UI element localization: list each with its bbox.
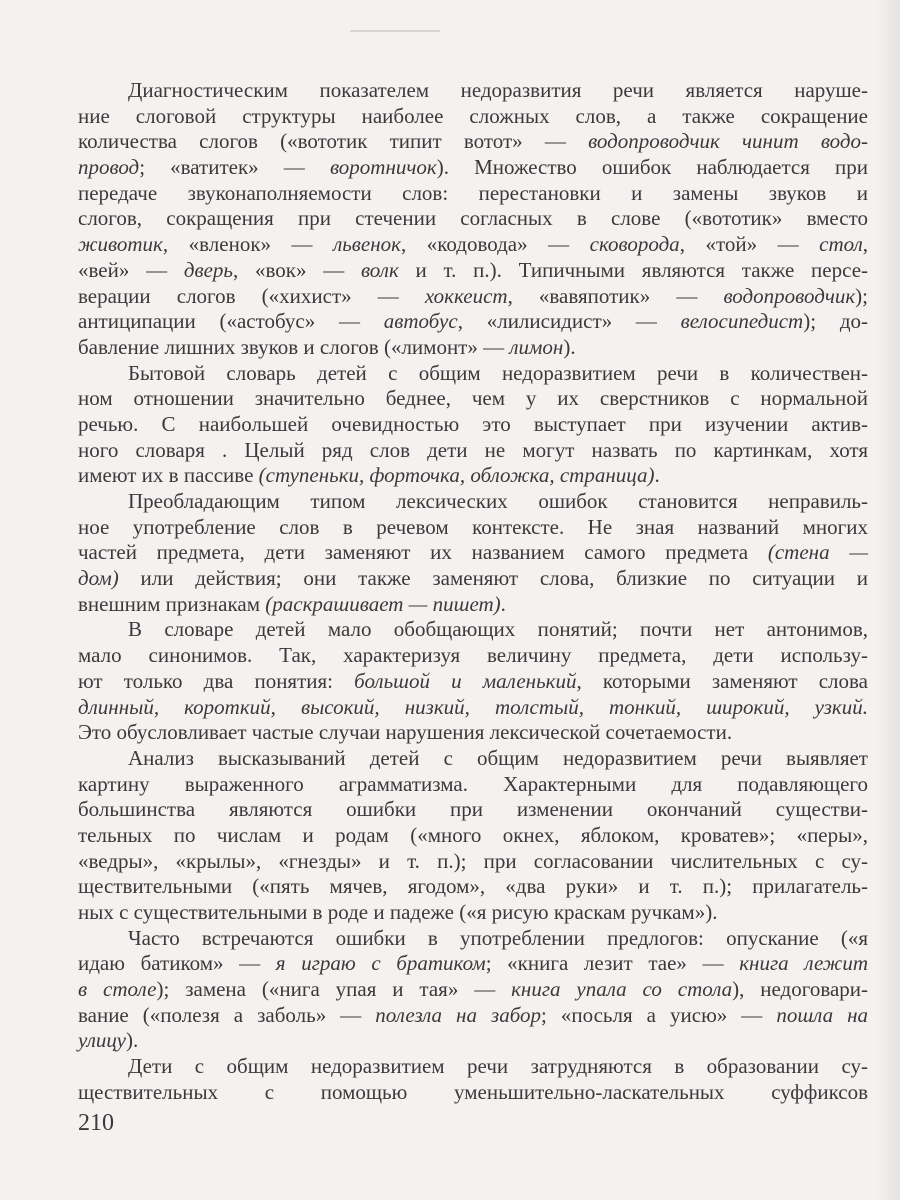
text: , «вок» — <box>232 257 361 282</box>
text: передаче звуконаполняемости слов: перестановки и замены звуков и <box>78 180 868 205</box>
text: Часто встречаются ошибки в употреблении предлогов: опускание («я <box>128 925 868 950</box>
text: верации слогов («хихист» — <box>78 283 425 308</box>
page-number: 210 <box>78 1110 114 1136</box>
text-line <box>78 617 868 643</box>
text: В словаре детей мало обобщающих понятий; почти нет антонимов, <box>128 617 868 642</box>
text-line <box>78 412 868 438</box>
text: картину выраженного аграмматизма. Характерными для подавляющего <box>78 771 868 796</box>
paragraph <box>78 361 868 489</box>
italic-text: стол <box>819 232 863 257</box>
italic-text: воротничок <box>329 155 437 180</box>
italic-text: велосипедист <box>680 309 804 334</box>
text-line <box>78 643 868 669</box>
text-line <box>78 129 868 155</box>
text: внешним признакам <box>78 591 266 616</box>
text: ; «посьля а уисю» — <box>540 1002 777 1027</box>
italic-text: длинный, короткий, высокий, низкий, толстый, тонкий, широкий, узкий. <box>78 694 868 719</box>
italic-text: большой и маленький <box>354 668 577 693</box>
italic-text: (раскрашивает — пишет) <box>265 591 501 616</box>
italic-text: (стена — <box>767 540 868 565</box>
italic-text: полезла на забор <box>375 1002 541 1027</box>
paragraph <box>78 746 868 926</box>
italic-text: водопроводчик чинит водо- <box>588 129 868 154</box>
text-line <box>78 155 868 181</box>
text: ; «ватитек» — <box>139 155 330 180</box>
text: ное употребление слов в речевом контексте. Не зная названий многих <box>78 514 868 539</box>
text-line <box>78 566 868 592</box>
text: , «кодовода» — <box>400 232 590 257</box>
paragraph <box>78 489 868 617</box>
text: , «той» — <box>679 232 820 257</box>
text-line <box>78 515 868 541</box>
text-line <box>78 1054 868 1080</box>
text: ных с существительными в роде и падеже («я рисую краскам ручкам»). <box>78 900 718 924</box>
text: Это обусловливает частые случаи нарушения лексической сочетаемости. <box>78 720 733 745</box>
text: , которыми заменяют слова <box>576 668 868 693</box>
text: вание («полезя а заболь» — <box>78 1002 376 1027</box>
italic-text: я играю с братиком <box>275 951 486 976</box>
text-line <box>78 977 868 1003</box>
text: Бытовой словарь детей с общим недоразвитием речи в количествен- <box>128 360 868 385</box>
italic-text: животик <box>78 232 163 257</box>
italic-text: улицу <box>78 1028 126 1053</box>
text: ном отношении значительно беднее, чем у их сверстников с нормальной <box>78 386 868 411</box>
paragraph <box>78 78 868 361</box>
text: . <box>654 463 660 488</box>
text-line <box>78 1080 868 1106</box>
page-gutter-shadow <box>876 0 900 1200</box>
italic-text: хоккеист <box>424 283 508 308</box>
scan-mark <box>350 30 440 32</box>
text-line <box>78 926 868 952</box>
text: Диагностическим показателем недоразвития речи является наруше- <box>128 78 868 102</box>
paragraph <box>78 617 868 745</box>
text: , «лилисидист» — <box>457 309 681 334</box>
text-line <box>78 540 868 566</box>
text-line <box>78 951 868 977</box>
text-line <box>78 772 868 798</box>
text: речью. С наибольшей очевидностью это выступает при изучении актив- <box>78 411 868 436</box>
text: Дети с общим недоразвитием речи затрудняются в образовании су- <box>128 1054 868 1079</box>
italic-text: книга лежит <box>739 951 868 976</box>
italic-text: сковорода <box>589 232 680 257</box>
italic-text: водопроводчик <box>723 283 856 308</box>
text: ют только два понятия: <box>78 668 355 693</box>
text: ), недоговари- <box>732 977 869 1002</box>
text-line <box>78 284 868 310</box>
text: частей предмета, дети заменяют их названием самого предмета <box>78 540 768 565</box>
text: тельных по числам и родам («много окнех, яблоком, кроватев»; «перы», <box>78 822 868 847</box>
text: и т. п.). Типичными являются также персе- <box>398 257 869 282</box>
text-line <box>78 335 868 361</box>
text: ного словаря . Целый ряд слов дети не могут назвать по картинкам, хотя <box>78 437 868 462</box>
text-line <box>78 695 868 721</box>
text-line <box>78 258 868 284</box>
text: , «вленок» — <box>162 232 334 257</box>
italic-text: дом) <box>78 566 119 591</box>
text-line <box>78 309 868 335</box>
text: , «вавяпотик» — <box>507 283 724 308</box>
italic-text: книга упала со стола <box>511 977 733 1002</box>
paragraph <box>78 926 868 1054</box>
italic-text: автобус <box>383 309 458 334</box>
text-line <box>78 1028 868 1054</box>
italic-text: лимон <box>509 334 564 359</box>
text-line <box>78 232 868 258</box>
text-line <box>78 823 868 849</box>
text-line <box>78 361 868 387</box>
text: имеют их в пассиве <box>78 463 259 488</box>
text-line <box>78 1003 868 1029</box>
text-line <box>78 386 868 412</box>
text: бавление лишних звуков и слогов («лимонт» — <box>78 334 510 359</box>
text: ); замена («нига упая и тая» — <box>156 977 512 1002</box>
text: антиципации («астобус» — <box>78 309 384 334</box>
text-line <box>78 797 868 823</box>
text-line <box>78 489 868 515</box>
text-line <box>78 206 868 232</box>
text: ); <box>855 283 868 308</box>
text-line <box>78 592 868 618</box>
text-line <box>78 849 868 875</box>
text: большинства являются ошибки при изменении окончаний существи- <box>78 797 868 822</box>
paragraph <box>78 1054 868 1105</box>
text: «ведры», «крылы», «гнезды» и т. п.); при согласовании числительных с су- <box>78 848 868 873</box>
text: мало синонимов. Так, характеризуя величину предмета, дети использу- <box>78 643 868 668</box>
text-line <box>78 438 868 464</box>
text-line <box>78 720 868 746</box>
text: ние слоговой структуры наиболее сложных слов, а также сокращение <box>78 103 868 128</box>
text: «вей» — <box>78 257 184 282</box>
text: . <box>500 591 506 616</box>
italic-text: волк <box>360 257 399 282</box>
italic-text: провод <box>78 155 140 180</box>
italic-text: львенок <box>333 232 401 257</box>
text-line <box>78 78 868 104</box>
italic-text: дверь <box>183 257 233 282</box>
text-line <box>78 463 868 489</box>
text: идаю батиком» — <box>78 951 276 976</box>
italic-text: в столе <box>78 977 157 1002</box>
text-line <box>78 104 868 130</box>
text: ). <box>563 334 576 359</box>
text-line <box>78 746 868 772</box>
text: ществительных с помощью уменьшительно-ласкательных суффиксов <box>78 1079 868 1104</box>
text: ). Множество ошибок наблюдается при <box>436 155 869 180</box>
text: Преобладающим типом лексических ошибок становится неправиль- <box>128 489 868 513</box>
text: ). <box>125 1028 139 1053</box>
text: ществительными («пять мячев, ягодом», «два руки» и т. п.); прилагатель- <box>78 874 868 899</box>
text: слогов, сокращения при стечении согласных в слове («вототик» вместо <box>78 206 868 231</box>
text: ; «книга лезит тае» — <box>485 951 740 976</box>
text: , <box>862 232 868 257</box>
text: количества слогов («вототик типит вотот» — <box>78 129 589 154</box>
book-page-text <box>78 78 868 1106</box>
italic-text: пошла на <box>776 1002 869 1027</box>
text: Анализ высказываний детей с общим недоразвитием речи выявляет <box>128 745 868 770</box>
text: ); до- <box>803 309 869 334</box>
italic-text: (ступеньки, форточка, обложка, страница) <box>258 463 655 488</box>
text-line <box>78 874 868 900</box>
text-line <box>78 669 868 695</box>
text-line <box>78 181 868 207</box>
text-line <box>78 900 868 926</box>
text: или действия; они также заменяют слова, близкие по ситуации и <box>118 566 868 591</box>
